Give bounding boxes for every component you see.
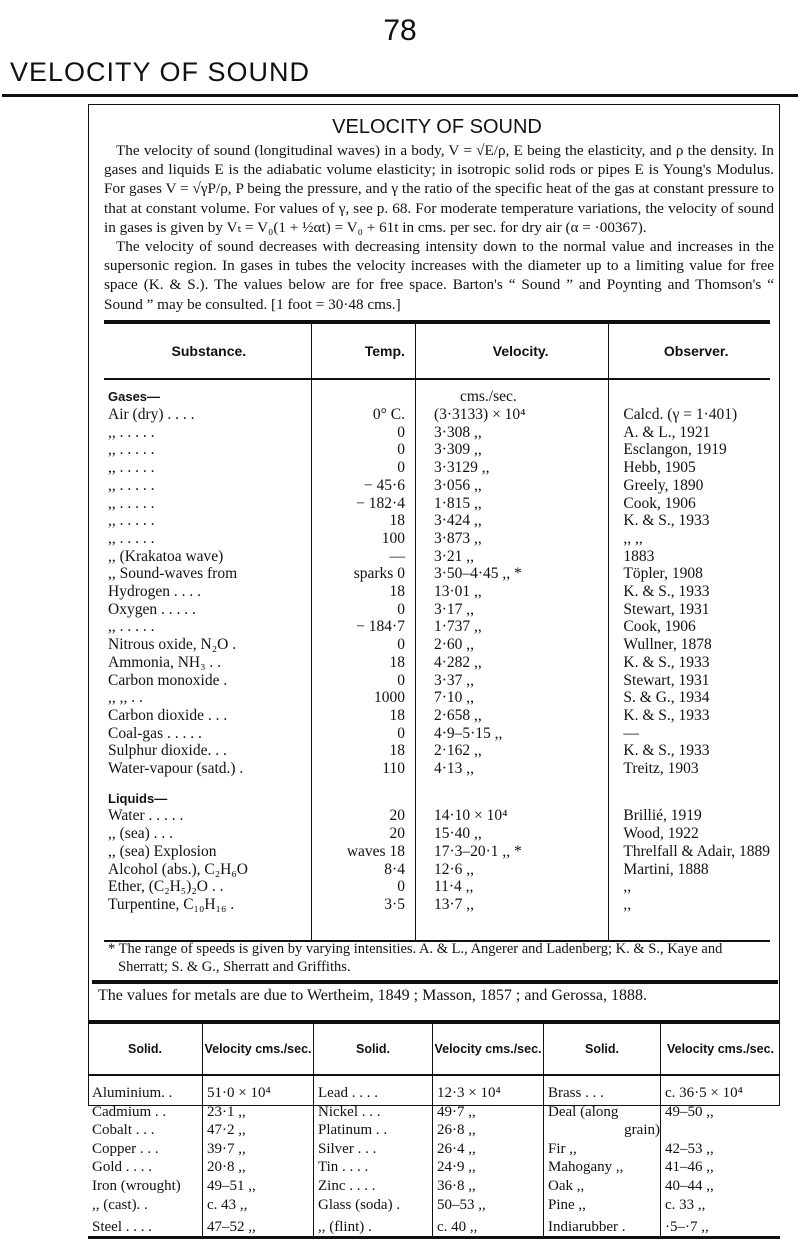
empty-cell	[311, 790, 415, 808]
table-row	[104, 530, 770, 548]
solid-name-cell: ,, (flint) .	[314, 1214, 433, 1238]
velocity-cell: 3·056 ,,	[415, 477, 608, 495]
substance-cell: ,, ,, . .	[108, 689, 143, 707]
solid-velocity-cell: 47·2 ,,	[203, 1121, 314, 1140]
temp-cell: 18	[311, 654, 415, 672]
section-row	[104, 379, 770, 406]
intro-paragraph-2: The velocity of sound decreases with decreasing intensity down to the normal value and increases in the supersonic region. In gases in tubes the velocity increases with the diameter up to a limiting value for free space (K. & S.). The values below are for free space. Barton's “ Sound ” and Poynting and Thomson's “ Sound ” may be consulted. [1 foot = 30·48 cms.]	[104, 238, 774, 313]
section-row	[104, 790, 770, 808]
substance-cell: Hydrogen . . . .	[108, 583, 201, 601]
observer-cell: Töpler, 1908	[609, 565, 770, 583]
observer-cell: Stewart, 1931	[609, 672, 770, 690]
solid-name-cell: Silver . . .	[314, 1140, 433, 1159]
temp-cell: 3·5	[311, 896, 415, 914]
solid-velocity-cell: c. 36·5 × 10⁴	[661, 1075, 781, 1103]
velocity-cell: 1·815 ,,	[415, 495, 608, 513]
temp-cell: 0	[311, 601, 415, 619]
temp-cell: 0	[311, 672, 415, 690]
table-row	[104, 406, 770, 424]
solid-name-cell: grain)	[544, 1121, 661, 1140]
substance-cell: ,, . . . . .	[108, 529, 155, 547]
intro-text	[104, 141, 774, 314]
solid-velocity-cell	[661, 1121, 781, 1140]
col-header-velocity-2: Velocity cms./sec.	[433, 1022, 544, 1075]
substance-cell: ,, . . . . .	[108, 441, 155, 459]
table-row	[88, 1177, 780, 1196]
velocity-cell: 17·3–20·1 ,, *	[415, 843, 608, 861]
substance-cell: ,, (sea) Explosion	[108, 842, 217, 860]
solid-name-cell: Gold . . . .	[92, 1159, 152, 1176]
solid-name-cell: Tin . . . .	[314, 1158, 433, 1177]
table-row	[104, 424, 770, 442]
solid-name-cell: Iron (wrought)	[92, 1177, 181, 1194]
substance-cell: Ether, (C₂H₅)₂O . .	[108, 878, 224, 896]
substance-cell: ,, . . . . .	[108, 476, 155, 494]
solid-name-cell: Zinc . . . .	[314, 1177, 433, 1196]
solid-velocity-table	[88, 1020, 780, 1239]
substance-cell: Alcohol (abs.), C₂H₆O	[108, 860, 248, 878]
temp-cell: 0° C.	[311, 406, 415, 424]
velocity-cell: 4·282 ,,	[415, 654, 608, 672]
temp-cell: 18	[311, 742, 415, 760]
table-row	[104, 618, 770, 636]
solid-velocity-cell: 26·4 ,,	[433, 1140, 544, 1159]
velocity-cell: 3·308 ,,	[415, 424, 608, 442]
table-row	[104, 636, 770, 654]
observer-cell: Cook, 1906	[609, 618, 770, 636]
temp-cell: 0	[311, 636, 415, 654]
temp-cell: 0	[311, 878, 415, 896]
solid-name-cell: Lead . . . .	[314, 1075, 433, 1103]
velocity-cell: 2·658 ,,	[415, 707, 608, 725]
col-header-velocity: Velocity.	[415, 322, 608, 379]
table-row	[104, 601, 770, 619]
table-row	[88, 1196, 780, 1215]
substance-cell: ,, . . . . .	[108, 459, 155, 477]
substance-cell: Sulphur dioxide. . .	[108, 742, 227, 760]
col-header-velocity-3: Velocity cms./sec.	[661, 1022, 781, 1075]
solid-velocity-cell: 50–53 ,,	[433, 1196, 544, 1215]
end-cell	[415, 914, 608, 941]
solid-velocity-cell: 51·0 × 10⁴	[203, 1075, 314, 1103]
solid-name-cell: Aluminium. .	[92, 1085, 173, 1101]
temp-cell: —	[311, 548, 415, 566]
substance-cell: ,, Sound-waves from	[108, 565, 238, 583]
solid-name-cell: Pine ,,	[544, 1196, 661, 1215]
substance-cell: Turpentine, C₁₀H₁₆ .	[108, 895, 235, 913]
observer-cell: K. & S., 1933	[609, 654, 770, 672]
temp-cell: 18	[311, 512, 415, 530]
col-header-solid-3: Solid.	[544, 1022, 661, 1075]
solid-name-cell: Indiarubber .	[544, 1214, 661, 1238]
temp-cell: − 45·6	[311, 477, 415, 495]
observer-cell: Treitz, 1903	[609, 760, 770, 778]
substance-cell: Air (dry) . . . .	[108, 406, 195, 423]
substance-cell: Nitrous oxide, N₂O .	[108, 636, 237, 654]
table-row	[104, 512, 770, 530]
substance-cell: Coal-gas . . . . .	[108, 724, 202, 742]
table-row	[104, 807, 770, 825]
gas-liquid-velocity-table	[104, 320, 770, 942]
solid-velocity-cell: 36·8 ,,	[433, 1177, 544, 1196]
solid-velocity-cell: c. 43 ,,	[203, 1196, 314, 1215]
table-row	[104, 725, 770, 743]
table-row	[104, 477, 770, 495]
velocity-cell: 3·37 ,,	[415, 672, 608, 690]
temp-cell: − 182·4	[311, 495, 415, 513]
substance-cell: Carbon dioxide . . .	[108, 706, 228, 724]
velocity-cell: 3·17 ,,	[415, 601, 608, 619]
observer-cell: Threlfall & Adair, 1889	[609, 843, 770, 861]
observer-cell: K. & S., 1933	[609, 742, 770, 760]
col-header-temp: Temp.	[311, 322, 415, 379]
solid-name-cell: Mahogany ,,	[544, 1158, 661, 1177]
observer-cell: K. & S., 1933	[609, 707, 770, 725]
table-header-row	[88, 1022, 780, 1075]
col-header-velocity-1: Velocity cms./sec.	[203, 1022, 314, 1075]
end-cell	[609, 914, 770, 941]
solid-velocity-cell: 49·7 ,,	[433, 1103, 544, 1122]
temp-cell: 1000	[311, 689, 415, 707]
col-header-observer: Observer.	[609, 322, 770, 379]
observer-cell: ,,	[609, 896, 770, 914]
footnote	[104, 940, 764, 976]
table-end-row	[104, 914, 770, 941]
end-cell	[311, 914, 415, 941]
empty-cell	[609, 790, 770, 808]
table-row	[104, 825, 770, 843]
temp-cell: 0	[311, 424, 415, 442]
col-header-solid-1: Solid.	[88, 1022, 203, 1075]
footnote-text: * The range of speeds is given by varying intensities. A. & L., Angerer and Ladenberg; K. & S., Kaye and Sherratt; S. & G., Sherratt and Griffiths.	[108, 941, 723, 975]
solid-velocity-cell: 47–52 ,,	[203, 1214, 314, 1238]
table-row	[104, 583, 770, 601]
table-row	[104, 707, 770, 725]
substance-cell: ,, (Krakatoa wave)	[108, 547, 224, 565]
table-row	[88, 1121, 780, 1140]
velocity-cell: 1·737 ,,	[415, 618, 608, 636]
spacer-row	[104, 778, 770, 790]
solid-name-cell: Nickel . . .	[314, 1103, 433, 1122]
solid-velocity-cell: 24·9 ,,	[433, 1158, 544, 1177]
velocity-cell: 3·3129 ,,	[415, 459, 608, 477]
velocity-cell: 13·7 ,,	[415, 896, 608, 914]
section-rule	[92, 980, 778, 984]
header-rule	[2, 94, 798, 97]
solid-name-cell: Brass . . .	[544, 1075, 661, 1103]
solid-velocity-cell: 42–53 ,,	[661, 1140, 781, 1159]
table-row	[104, 548, 770, 566]
table-row	[104, 896, 770, 914]
temp-cell: 0	[311, 459, 415, 477]
velocity-cell: 12·6 ,,	[415, 861, 608, 879]
solid-velocity-cell: 39·7 ,,	[203, 1140, 314, 1159]
table-row	[104, 861, 770, 879]
observer-cell: Calcd. (γ = 1·401)	[609, 406, 770, 424]
solid-velocity-cell: 12·3 × 10⁴	[433, 1075, 544, 1103]
col-header-solid-2: Solid.	[314, 1022, 433, 1075]
observer-cell: ,,	[609, 878, 770, 896]
solid-name-cell: Deal (along	[544, 1103, 661, 1122]
substance-cell: Ammonia, NH₃ . .	[108, 653, 222, 671]
solid-velocity-cell: ·5–·7 ,,	[661, 1214, 781, 1238]
section-title: VELOCITY OF SOUND	[332, 116, 542, 138]
observer-cell: 1883	[609, 548, 770, 566]
observer-cell: A. & L., 1921	[609, 424, 770, 442]
velocity-cell: 15·40 ,,	[415, 825, 608, 843]
table-row	[104, 495, 770, 513]
temp-cell: 0	[311, 441, 415, 459]
observer-cell: Brillié, 1919	[609, 807, 770, 825]
temp-cell: 18	[311, 707, 415, 725]
running-head: VELOCITY OF SOUND	[10, 57, 311, 87]
solid-name-cell: Copper . . .	[92, 1140, 159, 1157]
spacer-cell	[609, 778, 770, 790]
col-header-substance: Substance.	[104, 322, 311, 379]
velocity-cell: 3·424 ,,	[415, 512, 608, 530]
spacer-cell	[311, 778, 415, 790]
observer-cell: Martini, 1888	[609, 861, 770, 879]
temp-cell: waves 18	[311, 843, 415, 861]
gas-liquid-table-body	[104, 379, 770, 941]
section-label-gases: Gases—	[108, 389, 161, 405]
solid-velocity-cell: 40–44 ,,	[661, 1177, 781, 1196]
substance-cell: Water . . . . .	[108, 807, 184, 825]
solid-name-cell: Cadmium . .	[92, 1103, 167, 1120]
temp-cell: 20	[311, 825, 415, 843]
solid-velocity-cell: c. 33 ,,	[661, 1196, 781, 1215]
spacer-cell	[415, 778, 608, 790]
observer-cell: K. & S., 1933	[609, 583, 770, 601]
substance-cell: Oxygen . . . . .	[108, 600, 196, 618]
solid-velocity-cell: 20·8 ,,	[203, 1158, 314, 1177]
temp-cell: 18	[311, 583, 415, 601]
table-row	[104, 459, 770, 477]
substance-cell: Carbon monoxide .	[108, 671, 228, 689]
velocity-cell: 2·162 ,,	[415, 742, 608, 760]
velocity-cell: 13·01 ,,	[415, 583, 608, 601]
solid-name-cell: Steel . . . .	[88, 1214, 203, 1238]
solid-velocity-cell: 23·1 ,,	[203, 1103, 314, 1122]
solid-velocity-cell: 26·8 ,,	[433, 1121, 544, 1140]
temp-cell: 0	[311, 725, 415, 743]
observer-cell: S. & G., 1934	[609, 689, 770, 707]
solid-velocity-cell: 41–46 ,,	[661, 1158, 781, 1177]
velocity-cell: (3·3133) × 10⁴	[415, 406, 608, 424]
substance-cell: Water-vapour (satd.) .	[108, 760, 244, 778]
table-row	[104, 689, 770, 707]
velocity-cell: 3·873 ,,	[415, 530, 608, 548]
solid-velocity-cell: 49–50 ,,	[661, 1103, 781, 1122]
velocity-cell: 3·21 ,,	[415, 548, 608, 566]
table-row	[88, 1075, 780, 1103]
metals-note: The values for metals are due to Wertheim, 1849 ; Masson, 1857 ; and Gerossa, 1888.	[98, 987, 647, 1004]
spacer-cell	[104, 778, 311, 790]
table-row	[104, 878, 770, 896]
observer-cell: Wood, 1922	[609, 825, 770, 843]
velocity-cell: 4·13 ,,	[415, 760, 608, 778]
solid-name-cell: Cobalt . . .	[92, 1122, 155, 1139]
solid-name-cell: ,, (cast). .	[92, 1196, 148, 1213]
substance-cell: ,, . . . . .	[108, 618, 155, 636]
table-row	[104, 441, 770, 459]
velocity-cell: 3·309 ,,	[415, 441, 608, 459]
solid-velocity-cell: c. 40 ,,	[433, 1214, 544, 1238]
velocity-cell: 3·50–4·45 ,, *	[415, 565, 608, 583]
solid-name-cell: Oak ,,	[544, 1177, 661, 1196]
table-row	[104, 672, 770, 690]
velocity-cell: 14·10 × 10⁴	[415, 807, 608, 825]
table-row	[104, 654, 770, 672]
table-row	[104, 565, 770, 583]
substance-cell: ,, . . . . .	[108, 512, 155, 530]
observer-cell: Cook, 1906	[609, 495, 770, 513]
substance-cell: ,, . . . . .	[108, 494, 155, 512]
temp-cell: 110	[311, 760, 415, 778]
temp-cell: 100	[311, 530, 415, 548]
temp-cell: − 184·7	[311, 618, 415, 636]
solid-name-cell: Fir ,,	[544, 1140, 661, 1159]
end-cell	[104, 914, 311, 941]
section-label-liquids: Liquids—	[108, 790, 168, 806]
temp-cell: 20	[311, 807, 415, 825]
velocity-cell: 2·60 ,,	[415, 636, 608, 654]
observer-cell: Esclangon, 1919	[609, 441, 770, 459]
substance-cell: ,, (sea) . . .	[108, 825, 173, 843]
table-row	[88, 1103, 780, 1122]
table-row	[104, 760, 770, 778]
observer-cell: ,, ,,	[609, 530, 770, 548]
solid-table-body	[88, 1075, 780, 1238]
solid-name-cell: Platinum . .	[314, 1121, 433, 1140]
table-header-row	[104, 322, 770, 379]
page-number: 78	[383, 14, 417, 47]
velocity-cell: 4·9–5·15 ,,	[415, 725, 608, 743]
unit-label: cms./sec.	[415, 379, 608, 406]
table-row	[88, 1158, 780, 1177]
temp-cell: sparks 0	[311, 565, 415, 583]
temp-cell: 8·4	[311, 861, 415, 879]
observer-cell: K. & S., 1933	[609, 512, 770, 530]
observer-cell: —	[609, 725, 770, 743]
table-row	[88, 1214, 780, 1238]
solid-name-cell: Glass (soda) .	[314, 1196, 433, 1215]
empty-cell	[415, 790, 608, 808]
intro-paragraph-1: The velocity of sound (longitudinal waves) in a body, V = √E/ρ, E being the elasticity, and ρ the density. In gases and liquids E is the adiabatic volume elasticity; in isotropic solid rods or pipes E is Young's Modulus. For gases V = √γP/ρ, P being the pressure, and γ the ratio of the specific heat of the gas at constant pressure to that at constant volume. For values of γ, see p. 68. For moderate temperature variations, the velocity of sound in gases is given by Vₜ = V₀(1 + ½αt) = V₀ + 61t in cms. per sec. for dry air (α = ·00367).	[104, 142, 774, 236]
observer-cell: Hebb, 1905	[609, 459, 770, 477]
observer-cell: Wullner, 1878	[609, 636, 770, 654]
observer-cell: Stewart, 1931	[609, 601, 770, 619]
table-row	[104, 742, 770, 760]
table-row	[88, 1140, 780, 1159]
solid-velocity-cell: 49–51 ,,	[203, 1177, 314, 1196]
velocity-cell: 11·4 ,,	[415, 878, 608, 896]
velocity-cell: 7·10 ,,	[415, 689, 608, 707]
table-row	[104, 843, 770, 861]
observer-cell: Greely, 1890	[609, 477, 770, 495]
substance-cell: ,, . . . . .	[108, 423, 155, 441]
